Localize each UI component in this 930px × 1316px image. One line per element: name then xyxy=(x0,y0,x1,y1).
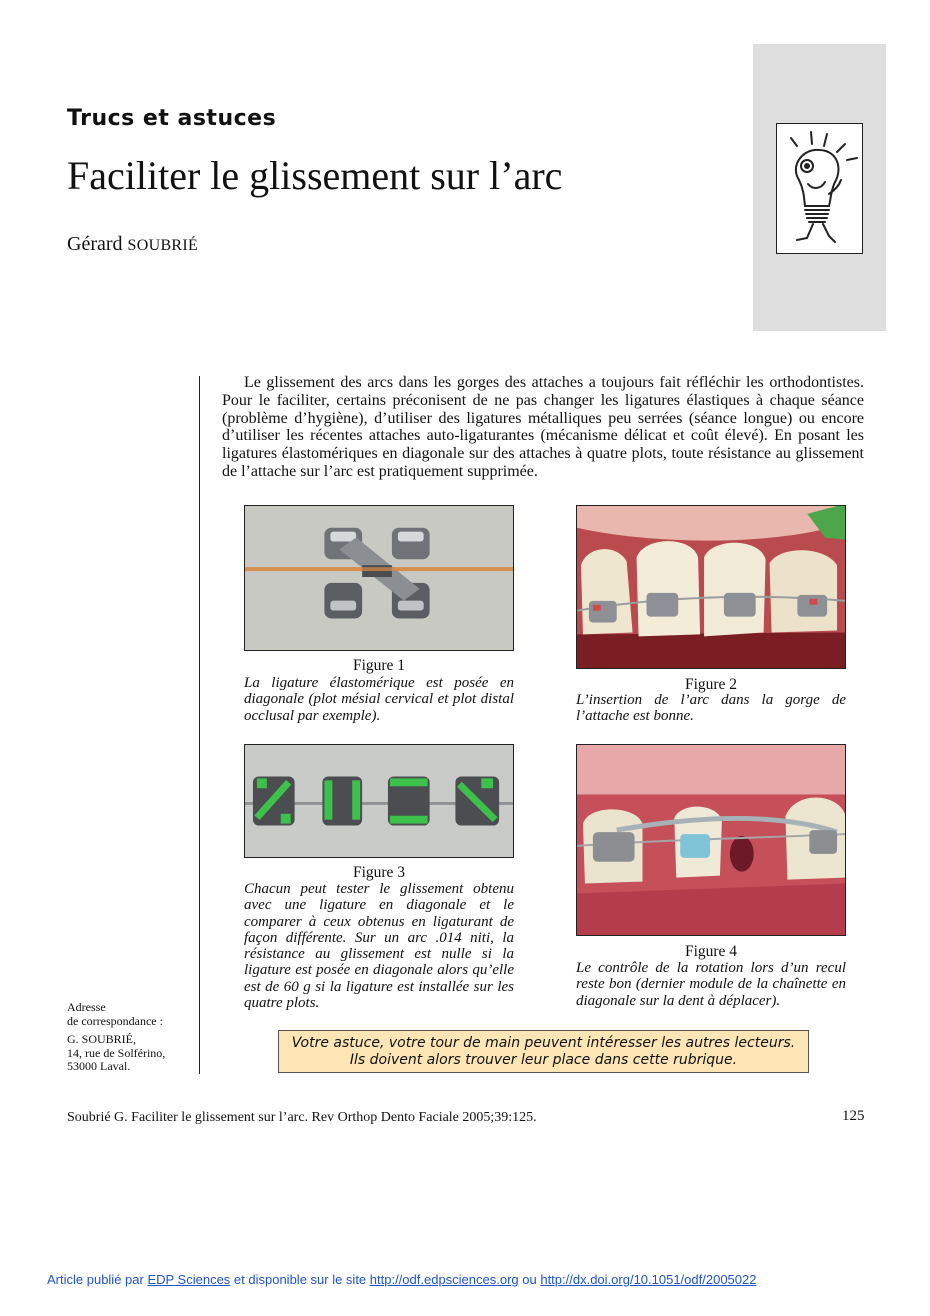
publisher-link[interactable]: EDP Sciences xyxy=(147,1272,231,1287)
address-heading: Adresse xyxy=(67,1000,106,1014)
figure-4-caption: Le contrôle de la rotation lors d’un recul reste bon (dernier module de la chaînette en diagonale sur la dent à déplacer). xyxy=(576,960,846,1009)
tip-line-2: Ils doivent alors trouver leur place dans cette rubrique. xyxy=(349,1052,738,1068)
figure-1-image xyxy=(244,505,514,651)
footer-prefix: Article publié par xyxy=(47,1272,148,1287)
lightbulb-character-icon xyxy=(777,124,861,252)
figure-4-image xyxy=(576,744,846,936)
column-divider xyxy=(199,376,200,1074)
author-last-name: SOUBRIÉ xyxy=(127,237,199,254)
figure-4-label: Figure 4 xyxy=(684,943,738,960)
address-city: 53000 Laval. xyxy=(67,1059,131,1074)
figure-2-label: Figure 2 xyxy=(684,676,738,693)
publication-footer xyxy=(47,1272,756,1287)
footer-middle: et disponible sur le site xyxy=(230,1272,370,1287)
site-link[interactable]: http://odf.edpsciences.org xyxy=(369,1272,519,1287)
author xyxy=(67,233,198,256)
reader-tip-box xyxy=(278,1030,809,1073)
section-label: Trucs et astuces xyxy=(67,106,277,131)
figure-3-label: Figure 3 xyxy=(352,864,406,881)
address-name: G. SOUBRIÉ, xyxy=(67,1032,137,1047)
article-title: Faciliter le glissement sur l’arc xyxy=(67,153,563,198)
correspondence-address xyxy=(67,1001,165,1074)
intro-paragraph: Le glissement des arcs dans les gorges des attaches a toujours fait réfléchir les orthodontistes. Pour le faciliter, certains préconisent de ne pas changer les ligatures élastiques à chaque séance (problème d’hygiène), d’utiliser des ligatures métalliques peu serrées (séance longue) ou encore d’utiliser les récentes attaches auto-ligaturantes (mécanisme délicat et coût élevé). En posant les ligatures élastomériques en diagonale sur des attaches à quatre plots, toute résistance au glissement de l’attache sur l’arc est pratiquement supprimée. xyxy=(222,374,864,480)
figure-3-image xyxy=(244,744,514,858)
figure-2-image xyxy=(576,505,846,669)
citation: Soubrié G. Faciliter le glissement sur l’arc. Rev Orthop Dento Faciale 2005;39:125. xyxy=(67,1110,537,1125)
address-heading-2: de correspondance : xyxy=(67,1013,163,1028)
lightbulb-logo xyxy=(776,123,863,254)
page-number: 125 xyxy=(842,1108,865,1124)
address-street: 14, rue de Solférino, xyxy=(67,1045,166,1060)
figure-1-label: Figure 1 xyxy=(352,657,406,674)
author-first-name: Gérard xyxy=(67,233,128,255)
footer-or: ou xyxy=(518,1272,541,1287)
figure-3-caption: Chacun peut tester le glissement obtenu avec une ligature en diagonale et le comparer à ceux obtenus en ligaturant de façon différente. Sur un arc .014 niti, la résistance au glissement est nulle si la ligature est posée en diagonale alors qu’elle est de 60 g si la ligature est installée sur les quatre plots. xyxy=(244,881,514,1012)
tip-line-1: Votre astuce, votre tour de main peuvent intéresser les autres lecteurs. xyxy=(291,1035,796,1051)
figure-2-caption: L’insertion de l’arc dans la gorge de l’attache est bonne. xyxy=(576,692,846,725)
doi-link[interactable]: http://dx.doi.org/10.1051/odf/2005022 xyxy=(540,1272,757,1287)
figure-1-caption: La ligature élastomérique est posée en diagonale (plot mésial cervical et plot distal occlusal par exemple). xyxy=(244,675,514,724)
